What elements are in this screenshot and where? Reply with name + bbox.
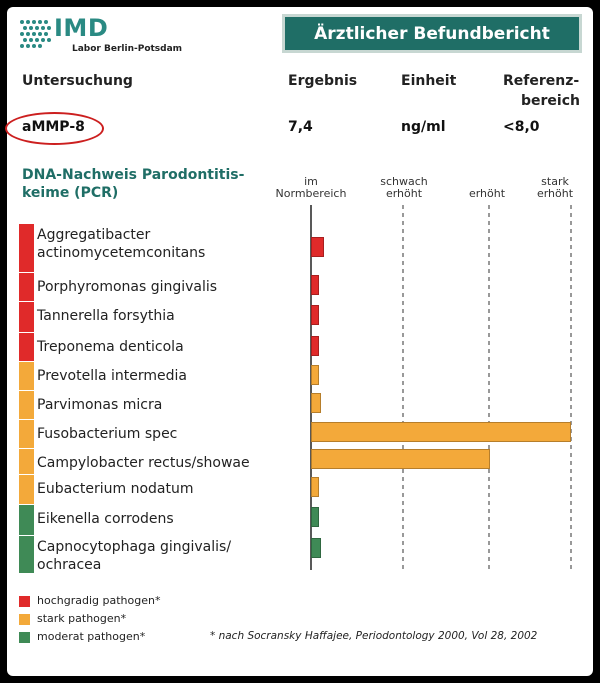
logo-dots-icon bbox=[19, 19, 53, 49]
logo-subtitle: Labor Berlin-Potsdam bbox=[72, 44, 183, 54]
pcr-title-line1: DNA-Nachweis Parodontitis- bbox=[22, 167, 245, 183]
test-result: 7,4 bbox=[288, 119, 313, 135]
category-marker bbox=[19, 302, 34, 332]
legend-stark: stark pathogen* bbox=[37, 612, 127, 625]
bacterium-label-line1: Eikenella corrodens bbox=[37, 511, 174, 527]
logo-text: IMD bbox=[54, 14, 109, 42]
category-marker bbox=[19, 224, 34, 272]
bacterium-label-line1: Parvimonas micra bbox=[37, 397, 163, 413]
test-name: aMMP-8 bbox=[22, 119, 85, 135]
level-head-erhoeht bbox=[452, 176, 522, 200]
category-marker bbox=[19, 449, 34, 474]
pcr-bar bbox=[311, 336, 319, 356]
level-head-normal-line2: Normbereich bbox=[275, 187, 347, 200]
category-marker bbox=[19, 475, 34, 504]
col-referenz-line1: Referenz- bbox=[503, 73, 580, 89]
footnote: * nach Socransky Haffajee, Periodontology 2000, Vol 28, 2002 bbox=[210, 630, 538, 642]
level-head-stark-line1: stark bbox=[541, 175, 569, 188]
legend-swatch-moderat bbox=[19, 632, 30, 643]
legend-swatch-hochgradig bbox=[19, 596, 30, 607]
pcr-bar bbox=[311, 422, 571, 442]
level-head-erhoeht-line2: erhöht bbox=[468, 187, 506, 200]
bacterium-label bbox=[37, 226, 205, 262]
pcr-bar bbox=[311, 275, 319, 295]
bacterium-label bbox=[37, 480, 194, 498]
bacterium-label bbox=[37, 538, 231, 574]
level-head-stark bbox=[522, 176, 588, 200]
legend-hochgradig: hochgradig pathogen* bbox=[37, 594, 161, 607]
level-head-stark-line2: erhöht bbox=[536, 187, 574, 200]
legend-moderat: moderat pathogen* bbox=[37, 630, 146, 643]
level-head-normal-line1: im bbox=[304, 175, 318, 188]
pcr-title-line2: keime (PCR) bbox=[22, 185, 119, 201]
level-head-schwach-line1: schwach bbox=[380, 175, 428, 188]
bacterium-label bbox=[37, 510, 174, 528]
bacterium-label-line2: actinomycetemconitans bbox=[37, 245, 206, 261]
bacterium-label-line1: Porphyromonas gingivalis bbox=[37, 279, 218, 295]
bacterium-label bbox=[37, 338, 184, 356]
bacterium-label-line1: Campylobacter rectus/showae bbox=[37, 455, 250, 471]
bacterium-label-line1: Fusobacterium spec bbox=[37, 426, 178, 442]
pcr-bar bbox=[311, 538, 321, 558]
bacterium-label-line2: ochracea bbox=[37, 557, 102, 573]
category-marker bbox=[19, 391, 34, 419]
col-untersuchung: Untersuchung bbox=[22, 73, 133, 89]
pcr-bar bbox=[311, 305, 319, 325]
category-marker bbox=[19, 333, 34, 361]
col-referenz-line2: bereich bbox=[521, 93, 580, 109]
test-unit: ng/ml bbox=[401, 119, 446, 135]
legend-swatch-stark bbox=[19, 614, 30, 625]
level-head-schwach bbox=[364, 176, 444, 200]
category-marker bbox=[19, 536, 34, 573]
imd-logo bbox=[14, 14, 214, 64]
bacterium-label-line1: Prevotella intermedia bbox=[37, 368, 188, 384]
level-head-schwach-line2: erhöht bbox=[385, 187, 423, 200]
bacterium-label bbox=[37, 307, 175, 325]
category-marker bbox=[19, 362, 34, 390]
col-ergebnis: Ergebnis bbox=[288, 73, 358, 89]
category-marker bbox=[19, 505, 34, 535]
bacterium-label-line1: Tannerella forsythia bbox=[37, 308, 175, 324]
pcr-bar bbox=[311, 449, 490, 469]
category-marker bbox=[19, 273, 34, 301]
bacterium-label-line1: Treponema denticola bbox=[37, 339, 184, 355]
col-einheit: Einheit bbox=[401, 73, 457, 89]
pcr-bar bbox=[311, 365, 319, 385]
bacterium-label-line1: Aggregatibacter bbox=[37, 227, 151, 243]
level-head-normal bbox=[262, 176, 360, 200]
pcr-bar bbox=[311, 507, 319, 527]
bacterium-label-line1: Capnocytophaga gingivalis/ bbox=[37, 539, 232, 555]
pcr-bar bbox=[311, 237, 324, 257]
bacterium-label bbox=[37, 454, 250, 472]
test-reference: <8,0 bbox=[503, 119, 540, 135]
pcr-section-title bbox=[22, 166, 262, 202]
pcr-bar bbox=[311, 393, 321, 413]
category-marker bbox=[19, 420, 34, 448]
bacterium-label bbox=[37, 367, 187, 385]
bacterium-label-line1: Eubacterium nodatum bbox=[37, 481, 194, 497]
bacterium-label bbox=[37, 425, 177, 443]
bacterium-label bbox=[37, 396, 162, 414]
pcr-bar bbox=[311, 477, 319, 497]
bacterium-label bbox=[37, 278, 217, 296]
report-title: Ärztlicher Befundbericht bbox=[282, 14, 582, 53]
